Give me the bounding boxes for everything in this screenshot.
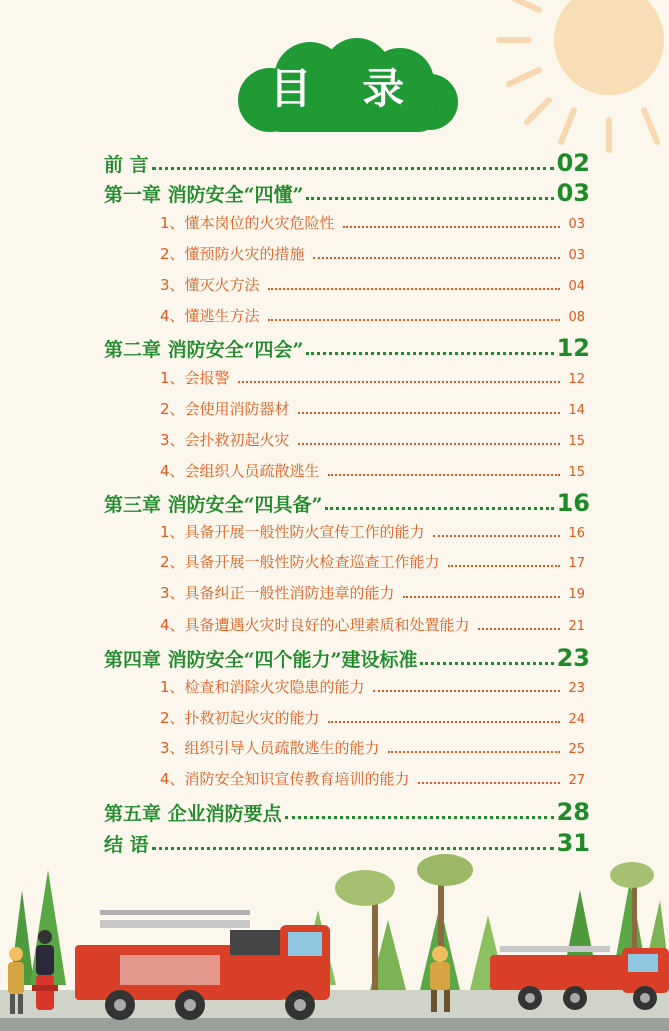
dot-leader [373,690,561,692]
dot-leader [285,816,554,819]
toc-section[interactable]: 2、扑救初起火灾的能力 24 [160,709,585,727]
toc-section[interactable]: 3、懂灭火方法 04 [160,276,585,294]
dot-leader [313,257,561,259]
dot-leader [306,197,553,200]
toc-section[interactable]: 1、懂本岗位的火灾危险性 03 [160,214,585,232]
toc-section[interactable]: 4、具备遭遇火灾时良好的心理素质和处置能力 21 [160,616,585,634]
toc-chapter[interactable]: 第一章 消防安全“四懂” 03 [104,179,590,207]
toc-section[interactable]: 4、懂逃生方法 08 [160,307,585,325]
toc-section[interactable]: 3、会扑救初起火灾 15 [160,431,585,449]
dot-leader [388,751,561,753]
toc-section[interactable]: 4、消防安全知识宣传教育培训的能力 27 [160,770,585,788]
toc-chapter[interactable]: 结 语 31 [104,829,590,857]
toc-chapter[interactable]: 第五章 企业消防要点 28 [104,798,590,826]
dot-leader [298,443,561,445]
firefighting-scene [0,850,669,1031]
dot-leader [298,412,561,414]
toc-section[interactable]: 2、会使用消防器材 14 [160,400,585,418]
page-title: 目 录 [269,64,423,113]
toc-section[interactable]: 3、组织引导人员疏散逃生的能力 25 [160,739,585,757]
toc-section[interactable]: 1、具备开展一般性防火宣传工作的能力 16 [160,523,585,541]
dot-leader [328,474,561,476]
toc-section[interactable]: 4、会组织人员疏散逃生 15 [160,462,585,480]
toc-chapter[interactable]: 前 言 02 [104,149,590,177]
toc-section[interactable]: 1、会报警 12 [160,369,585,387]
dot-leader [478,628,561,630]
toc-section[interactable]: 2、懂预防火灾的措施 03 [160,245,585,263]
dot-leader [152,167,554,170]
dot-leader [325,507,553,510]
dot-leader [268,288,561,290]
toc-chapter[interactable]: 第二章 消防安全“四会” 12 [104,334,590,362]
toc-chapter[interactable]: 第四章 消防安全“四个能力”建设标准 23 [104,644,590,672]
dot-leader [238,381,561,383]
dot-leader [420,662,553,665]
toc-section[interactable]: 3、具备纠正一般性消防违章的能力 19 [160,584,585,602]
toc-section[interactable]: 1、检查和消除火灾隐患的能力 23 [160,678,585,696]
fire-truck [75,910,330,1020]
firefighter [36,930,54,975]
dot-leader [328,721,561,723]
dot-leader [448,565,561,567]
toc-section[interactable]: 2、具备开展一般性防火检查巡查工作能力 17 [160,553,585,571]
dot-leader [433,535,561,537]
sun-illustration [489,0,669,160]
dot-leader [403,596,561,598]
dot-leader [418,782,561,784]
dot-leader [343,226,561,228]
dot-leader [268,319,561,321]
toc-chapter[interactable]: 第三章 消防安全“四具备” 16 [104,489,590,517]
dot-leader [306,352,553,355]
